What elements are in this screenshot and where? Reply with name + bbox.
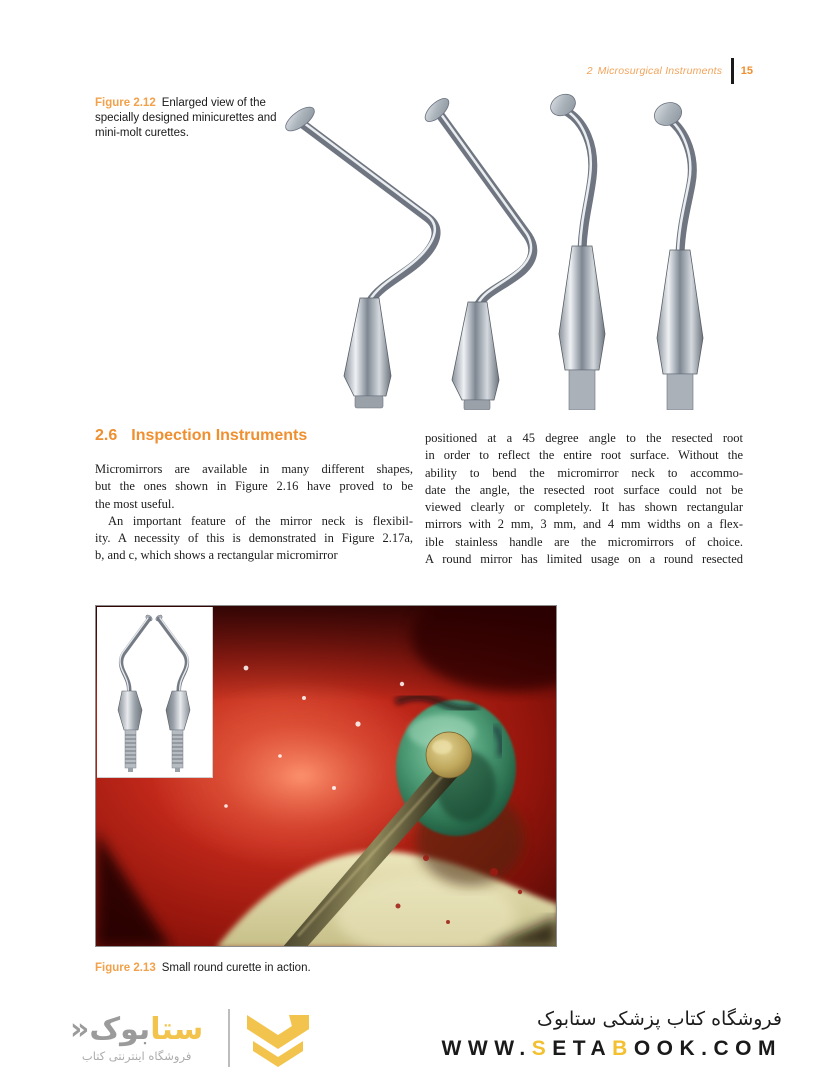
store-name-persian: فروشگاه کتاب پزشکی ستابوک <box>536 1008 782 1030</box>
text-line: mirrors with 2 mm, 3 mm, and 4 mm widths on a flex- <box>425 517 743 532</box>
chapter-title: Microsurgical Instruments <box>597 65 723 77</box>
guillemet-icon: « <box>70 1012 90 1047</box>
text-line: An important feature of the mirror neck is flexibil- <box>108 513 413 528</box>
minicurette-4 <box>651 99 703 410</box>
figure-2-13-caption <box>95 961 595 976</box>
logo-tagline: فروشگاه اینترنتی کتاب <box>81 1049 192 1063</box>
url-part-1: WWW. <box>441 1037 532 1060</box>
minicurette-3 <box>547 90 605 410</box>
figure-2-12-caption-text: Enlarged view of the specially designed minicurettes and mini-molt curettes. <box>95 97 277 139</box>
setabook-logo <box>70 1008 313 1068</box>
text-line: b, and c, which shows a rectangular micromirror <box>95 548 338 563</box>
text-line: ity. A necessity of this is demonstrated in Figure 2.17a, <box>95 531 413 546</box>
url-part-3: OOK.COM <box>633 1037 782 1060</box>
figure-2-13-label: Figure 2.13 <box>95 962 156 974</box>
inset-curette-left <box>118 614 153 772</box>
text-line: but the ones shown in Figure 2.16 have proved to be <box>95 479 413 494</box>
logo-word-gray: بوک <box>89 1012 151 1047</box>
logo-wordmark <box>70 1013 203 1047</box>
text-line: ible stainless handle are the micromirrors of choice. <box>425 534 743 549</box>
logo-text-block <box>70 1013 203 1063</box>
running-header <box>587 58 753 84</box>
text-column-right <box>425 430 743 568</box>
logo-word-yellow: ستا <box>150 1012 204 1047</box>
section-number: 2.6 <box>95 427 118 444</box>
chapter-number: 2 <box>586 65 593 77</box>
inset-instruments-image <box>97 607 213 778</box>
figure-2-13-image <box>95 605 557 947</box>
page-number: 15 <box>740 65 753 77</box>
text-column-left <box>95 461 413 565</box>
site-url <box>442 1037 782 1061</box>
text-line: ability to bend the micromirror neck to accommo- <box>425 465 743 480</box>
minicurettes-illustration <box>278 88 743 410</box>
text-line: in order to reflect the entire root surface. Without the <box>425 448 743 463</box>
minicurette-2 <box>421 95 532 410</box>
section-heading <box>95 427 307 445</box>
paragraph-3 <box>425 430 743 568</box>
logo-divider <box>228 1009 230 1067</box>
url-part-2: ETA <box>552 1037 613 1060</box>
setabook-emblem-icon <box>243 1008 313 1068</box>
text-line: date the angle, the resected root surface could not be <box>425 482 743 497</box>
url-highlight-b: B <box>612 1037 634 1060</box>
text-line: Micromirrors are available in many different shapes, <box>95 462 413 476</box>
paragraph-1 <box>95 461 413 513</box>
header-divider <box>731 58 734 84</box>
figure-2-12-image <box>278 88 743 410</box>
text-line: positioned at a 45 degree angle to the resected root <box>425 431 743 445</box>
text-line: A round mirror has limited usage on a round resected <box>425 552 743 567</box>
text-line: viewed clearly or completely. It has shown rectangular <box>425 500 743 515</box>
inset-curette-right <box>155 614 190 772</box>
url-highlight-s: S <box>531 1037 553 1060</box>
text-line: the most useful. <box>95 496 175 511</box>
inset-curettes-illustration <box>97 607 211 776</box>
figure-2-12-label: Figure 2.12 <box>95 97 156 109</box>
section-title: Inspection Instruments <box>131 427 308 444</box>
figure-2-13-caption-text: Small round curette in action. <box>161 962 311 974</box>
figure-2-12-caption <box>95 96 283 141</box>
paragraph-2 <box>95 513 413 565</box>
minicurette-1 <box>282 103 436 408</box>
footer-store-info <box>442 1006 782 1061</box>
